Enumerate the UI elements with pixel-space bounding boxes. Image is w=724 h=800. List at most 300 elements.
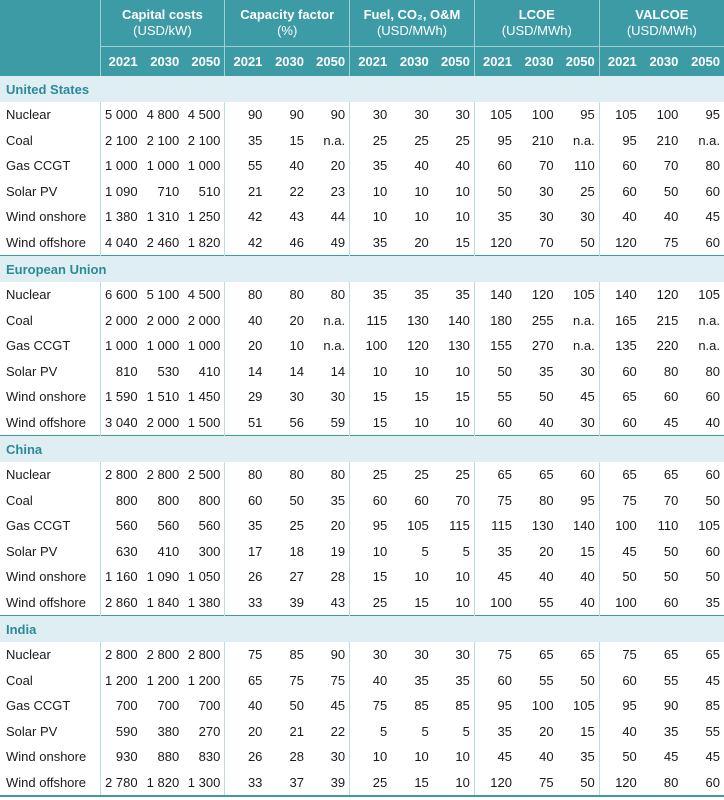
table-cell: 2 000 <box>146 414 180 430</box>
table-cell: 1 000 <box>187 338 221 354</box>
table-cell: 14 <box>225 359 267 385</box>
table-cell: 60 <box>474 153 516 179</box>
table-cell: 2 460 <box>146 234 180 250</box>
table-cell: 10 <box>455 569 470 585</box>
table-cell: 1 090 <box>100 179 142 205</box>
table-cell: 270 <box>531 338 554 354</box>
table-cell: 59 <box>330 414 346 430</box>
table-cell: 20 <box>539 723 554 739</box>
table-cell: 39 <box>289 594 304 610</box>
table-cell: 20 <box>330 158 346 174</box>
table-cell: 45 <box>705 672 720 688</box>
table-cell: 90 <box>225 102 267 128</box>
table-cell: 90 <box>289 107 304 123</box>
table-cell: 39 <box>308 770 350 797</box>
table-cell: 60 <box>580 467 595 483</box>
table-cell: 30 <box>289 389 304 405</box>
table-cell: 2 800 <box>187 647 221 663</box>
table-cell: 2 100 <box>187 132 221 148</box>
table-cell: 75 <box>474 488 516 514</box>
table-cell: 25 <box>350 770 392 797</box>
region-row <box>0 76 724 103</box>
table-cell: 6 600 <box>100 282 142 308</box>
technology-label: Wind onshore <box>6 209 87 225</box>
year-header: 2021 <box>100 47 142 76</box>
group-title: Fuel, CO₂, O&M <box>363 7 461 22</box>
table-cell: 35 <box>455 672 470 688</box>
technology-label: Wind offshore <box>0 770 100 797</box>
table-cell: 50 <box>599 564 641 590</box>
table-cell: 15 <box>455 389 470 405</box>
table-cell: 880 <box>157 749 180 765</box>
table-cell: 110 <box>573 158 595 174</box>
table-cell: 17 <box>225 539 267 565</box>
table-cell: 65 <box>225 668 267 694</box>
table-cell: 40 <box>580 569 595 585</box>
table-row <box>0 513 724 539</box>
table-cell: 35 <box>455 287 470 303</box>
group-header-capital-costs <box>100 0 225 47</box>
technology-label: Coal <box>6 672 33 688</box>
group-header-fuel-co2-om <box>350 0 475 47</box>
table-cell: 10 <box>289 338 304 354</box>
table-cell: 35 <box>225 513 267 539</box>
table-cell: 1 200 <box>100 668 142 694</box>
table-cell: 60 <box>474 410 516 436</box>
technology-label: Nuclear <box>6 467 51 483</box>
table-cell: 930 <box>100 744 142 770</box>
year-header: 2030 <box>391 47 433 76</box>
table-cell: 55 <box>539 594 554 610</box>
year-header: 2021 <box>225 47 267 76</box>
table-cell: 35 <box>414 287 429 303</box>
table-cell: 70 <box>663 158 679 174</box>
table-cell: 100 <box>531 698 554 714</box>
region-name: European Union <box>0 256 724 283</box>
table-cell: 60 <box>414 492 429 508</box>
table-cell: 35 <box>414 672 429 688</box>
table-cell: 630 <box>100 539 142 565</box>
table-cell: 21 <box>225 179 267 205</box>
table-cell: 60 <box>663 389 679 405</box>
table-cell: 21 <box>289 723 304 739</box>
table-cell: 60 <box>599 179 641 205</box>
table-cell: 10 <box>350 744 392 770</box>
table-cell: 50 <box>663 543 679 559</box>
table-cell: 10 <box>414 183 429 199</box>
table-cell: 26 <box>225 564 267 590</box>
table-cell: 105 <box>698 518 720 534</box>
table-cell: n.a. <box>698 338 720 354</box>
table-cell: 80 <box>705 158 720 174</box>
table-cell: 70 <box>663 492 679 508</box>
table-cell: 5 <box>421 723 429 739</box>
table-cell: 5 <box>421 543 429 559</box>
table-cell: 55 <box>705 723 720 739</box>
year-header: 2050 <box>308 47 350 76</box>
table-cell: 1 000 <box>187 158 221 174</box>
table-cell: 530 <box>157 363 180 379</box>
table-cell: 20 <box>289 312 304 328</box>
year-header: 2030 <box>516 47 558 76</box>
technology-label: Nuclear <box>6 647 51 663</box>
group-unit: (%) <box>277 23 298 38</box>
group-header-capacity-factor <box>225 0 350 47</box>
table-cell: 2 800 <box>100 462 142 488</box>
table-cell: 60 <box>225 488 267 514</box>
table-cell: 300 <box>198 543 221 559</box>
table-cell: 95 <box>474 128 516 154</box>
table-cell: 45 <box>705 749 720 765</box>
table-cell: 130 <box>407 312 429 328</box>
technology-label: Wind onshore <box>6 569 87 585</box>
table-cell: 30 <box>350 642 392 668</box>
table-cell: 4 040 <box>100 230 142 256</box>
table-cell: 140 <box>572 518 595 534</box>
table-cell: 800 <box>157 492 180 508</box>
table-cell: 35 <box>350 153 392 179</box>
table-cell: 60 <box>474 668 516 694</box>
table-cell: 120 <box>599 230 641 256</box>
table-cell: 10 <box>433 770 475 797</box>
table-cell: 55 <box>225 153 267 179</box>
table-cell: 560 <box>198 518 221 534</box>
header-blank <box>0 47 100 76</box>
table-cell: 115 <box>449 518 470 534</box>
table-cell: 1 000 <box>146 158 180 174</box>
table-cell: 14 <box>289 363 304 379</box>
year-header: 2050 <box>682 47 724 76</box>
technology-label: Solar PV <box>6 543 58 559</box>
table-cell: 25 <box>414 467 429 483</box>
table-cell: 70 <box>539 234 554 250</box>
table-cell: 120 <box>407 338 429 354</box>
table-cell: 105 <box>572 287 595 303</box>
table-cell: 65 <box>705 647 720 663</box>
table-cell: 23 <box>330 183 346 199</box>
table-header <box>0 0 724 76</box>
table-cell: 40 <box>599 204 641 230</box>
table-cell: 1 840 <box>146 594 180 610</box>
table-cell: 15 <box>350 564 392 590</box>
table-cell: 25 <box>350 128 392 154</box>
table-cell: 135 <box>599 333 641 359</box>
table-row <box>0 564 724 590</box>
table-row <box>0 590 724 616</box>
table-cell: 40 <box>414 158 429 174</box>
table-cell: 30 <box>414 647 429 663</box>
table-cell: 80 <box>705 363 720 379</box>
table-cell: 410 <box>198 363 221 379</box>
table-cell: 800 <box>100 488 142 514</box>
table-cell: 45 <box>474 564 516 590</box>
table-cell: 710 <box>157 183 180 199</box>
table-cell: 115 <box>350 308 392 334</box>
table-cell: 75 <box>225 642 267 668</box>
table-cell: 700 <box>157 698 180 714</box>
table-cell: 95 <box>474 693 516 719</box>
table-cell: 25 <box>350 590 392 616</box>
table-cell: 5 100 <box>146 287 180 303</box>
table-cell: 95 <box>580 492 595 508</box>
group-unit: (USD/kW) <box>133 23 192 38</box>
table-cell: 100 <box>531 107 554 123</box>
table-cell: 5 <box>462 543 470 559</box>
table-cell: 1 450 <box>187 389 221 405</box>
table-cell: 45 <box>580 389 595 405</box>
table-row <box>0 719 724 745</box>
table-cell: 95 <box>350 513 392 539</box>
year-header: 2021 <box>599 47 641 76</box>
table-row <box>0 462 724 488</box>
table-cell: 33 <box>225 590 267 616</box>
table-cell: 30 <box>330 749 346 765</box>
table-cell: 20 <box>330 518 346 534</box>
table-cell: 40 <box>289 158 304 174</box>
table-cell: 70 <box>455 492 470 508</box>
table-cell: 255 <box>531 312 554 328</box>
table-cell: 2 000 <box>146 312 180 328</box>
table-row <box>0 282 724 308</box>
year-header: 2030 <box>641 47 683 76</box>
table-row <box>0 642 724 668</box>
table-cell: 25 <box>350 462 392 488</box>
table-cell: 510 <box>198 183 221 199</box>
table-cell: 560 <box>100 513 142 539</box>
table-cell: 65 <box>539 647 554 663</box>
region-row <box>0 616 724 643</box>
table-cell: 1 510 <box>146 389 180 405</box>
table-cell: 5 <box>350 719 392 745</box>
table-cell: 95 <box>705 107 720 123</box>
table-cell: 105 <box>572 698 595 714</box>
table-cell: 15 <box>414 389 429 405</box>
table-row <box>0 204 724 230</box>
table-cell: 1 380 <box>100 204 142 230</box>
table-cell: 95 <box>580 107 595 123</box>
table-cell: 60 <box>599 668 641 694</box>
year-header: 2030 <box>266 47 308 76</box>
technology-label: Solar PV <box>6 183 58 199</box>
table-cell: 60 <box>663 594 679 610</box>
table-cell: 80 <box>225 462 267 488</box>
table-cell: 50 <box>705 492 720 508</box>
table-cell: 80 <box>289 287 304 303</box>
table-cell: 75 <box>350 693 392 719</box>
group-unit: (USD/MWh) <box>626 23 697 38</box>
table-cell: 40 <box>663 209 679 225</box>
table-cell: 60 <box>705 467 720 483</box>
table-cell: 30 <box>350 102 392 128</box>
table-cell: 10 <box>414 414 429 430</box>
table-cell: 35 <box>474 539 516 565</box>
table-cell: 10 <box>414 363 429 379</box>
table-cell: 60 <box>705 543 720 559</box>
table-cell: 2 500 <box>187 467 221 483</box>
table-cell: 15 <box>580 723 595 739</box>
table-cell: 15 <box>391 770 433 797</box>
table-cell: 50 <box>289 698 304 714</box>
table-cell: 3 040 <box>100 410 142 436</box>
table-cell: 65 <box>663 467 679 483</box>
technology-label: Coal <box>6 312 33 328</box>
table-cell: 105 <box>599 102 641 128</box>
table-cell: 80 <box>641 770 683 797</box>
table-cell: 165 <box>599 308 641 334</box>
table-cell: 100 <box>350 333 392 359</box>
table-cell: 35 <box>663 723 679 739</box>
table-cell: 60 <box>705 389 720 405</box>
table-cell: 75 <box>516 770 558 797</box>
table-cell: 4 800 <box>146 107 180 123</box>
table-cell: 2 800 <box>146 467 180 483</box>
table-cell: 50 <box>580 234 595 250</box>
table-cell: 120 <box>474 770 516 797</box>
table-cell: 40 <box>225 308 267 334</box>
region-name: China <box>0 436 724 463</box>
table-cell: 1 250 <box>187 209 221 225</box>
table-cell: 28 <box>330 569 346 585</box>
table-cell: 95 <box>599 128 641 154</box>
technology-label: Wind offshore <box>6 234 86 250</box>
table-cell: 120 <box>656 287 679 303</box>
table-cell: 56 <box>289 414 304 430</box>
table-cell: 80 <box>225 282 267 308</box>
table-cell: 55 <box>663 672 679 688</box>
table-cell: 4 500 <box>187 287 221 303</box>
technology-label: Gas CCGT <box>6 158 71 174</box>
table-cell: 115 <box>474 513 516 539</box>
table-cell: 60 <box>599 410 641 436</box>
table-cell: 100 <box>599 590 641 616</box>
table-cell: 210 <box>656 132 679 148</box>
table-cell: 85 <box>289 647 304 663</box>
table-cell: 155 <box>474 333 516 359</box>
table-cell: 18 <box>289 543 304 559</box>
table-cell: 28 <box>289 749 304 765</box>
table-cell: 85 <box>705 698 720 714</box>
table-cell: 270 <box>198 723 221 739</box>
table-cell: 60 <box>350 488 392 514</box>
table-cell: 700 <box>100 693 142 719</box>
table-row <box>0 153 724 179</box>
group-header-valcoe <box>599 0 724 47</box>
table-cell: 15 <box>580 543 595 559</box>
table-cell: 100 <box>656 107 679 123</box>
table-cell: 75 <box>289 672 304 688</box>
table-cell: 75 <box>599 488 641 514</box>
table-cell: 1 200 <box>146 672 180 688</box>
table-cell: 30 <box>455 647 470 663</box>
table-cell: 65 <box>474 462 516 488</box>
table-cell: 25 <box>455 467 470 483</box>
technology-label: Wind offshore <box>6 594 86 610</box>
table-cell: 75 <box>474 642 516 668</box>
table-cell: 2 860 <box>100 590 142 616</box>
table-cell: 5 <box>462 723 470 739</box>
table-cell: 60 <box>599 359 641 385</box>
table-cell: 1 000 <box>146 338 180 354</box>
region-row <box>0 436 724 463</box>
table-cell: 30 <box>580 209 595 225</box>
technology-label: Wind onshore <box>6 389 87 405</box>
table-cell: 80 <box>330 287 346 303</box>
group-title: Capacity factor <box>240 7 335 22</box>
table-cell: 85 <box>414 698 429 714</box>
table-cell: 75 <box>599 642 641 668</box>
table-cell: 50 <box>663 569 679 585</box>
table-cell: 40 <box>455 158 470 174</box>
technology-label: Gas CCGT <box>6 698 71 714</box>
table-row <box>0 744 724 770</box>
table-cell: 130 <box>531 518 554 534</box>
table-cell: 10 <box>455 183 470 199</box>
table-cell: 110 <box>657 518 679 534</box>
table-cell: n.a. <box>698 312 720 328</box>
table-cell: 10 <box>350 359 392 385</box>
table-cell: 15 <box>350 384 392 410</box>
table-row <box>0 333 724 359</box>
table-row <box>0 230 724 256</box>
table-cell: 210 <box>531 132 554 148</box>
table-cell: 40 <box>350 668 392 694</box>
table-cell: 1 200 <box>187 672 221 688</box>
table-cell: 27 <box>289 569 304 585</box>
table-cell: 1 160 <box>100 564 142 590</box>
table-cell: 22 <box>289 183 304 199</box>
table-row <box>0 668 724 694</box>
table-cell: 4 500 <box>187 107 221 123</box>
table-cell: 40 <box>539 414 554 430</box>
table-cell: 1 090 <box>146 569 180 585</box>
table-cell: 25 <box>289 518 304 534</box>
table-cell: 105 <box>698 287 720 303</box>
technology-label: Solar PV <box>6 723 58 739</box>
table-cell: 50 <box>663 183 679 199</box>
table-cell: 1 820 <box>142 770 184 797</box>
table-cell: 40 <box>705 414 720 430</box>
table-cell: 800 <box>198 492 221 508</box>
table-cell: 14 <box>330 363 346 379</box>
table-cell: 50 <box>599 744 641 770</box>
table-cell: 35 <box>474 719 516 745</box>
table-cell: 215 <box>656 312 679 328</box>
table-cell: 560 <box>157 518 180 534</box>
table-cell: 65 <box>599 462 641 488</box>
table-cell: 90 <box>663 698 679 714</box>
technology-label: Solar PV <box>6 363 58 379</box>
table-cell: 35 <box>225 128 267 154</box>
table-cell: 1 310 <box>146 209 180 225</box>
table-cell: 70 <box>539 158 554 174</box>
table-cell: 65 <box>663 647 679 663</box>
table-cell: 40 <box>225 693 267 719</box>
table-cell: 10 <box>455 209 470 225</box>
table-cell: 45 <box>599 539 641 565</box>
table-row <box>0 770 724 797</box>
table-cell: 140 <box>599 282 641 308</box>
table-cell: 140 <box>448 312 470 328</box>
table-cell: n.a. <box>573 312 595 328</box>
table-cell: 10 <box>455 363 470 379</box>
table-cell: n.a. <box>323 132 346 148</box>
table-cell: 37 <box>266 770 308 797</box>
technology-label: Wind onshore <box>6 749 87 765</box>
table-row <box>0 539 724 565</box>
table-cell: 180 <box>474 308 516 334</box>
table-cell: 20 <box>225 719 267 745</box>
region-name: India <box>0 616 724 643</box>
